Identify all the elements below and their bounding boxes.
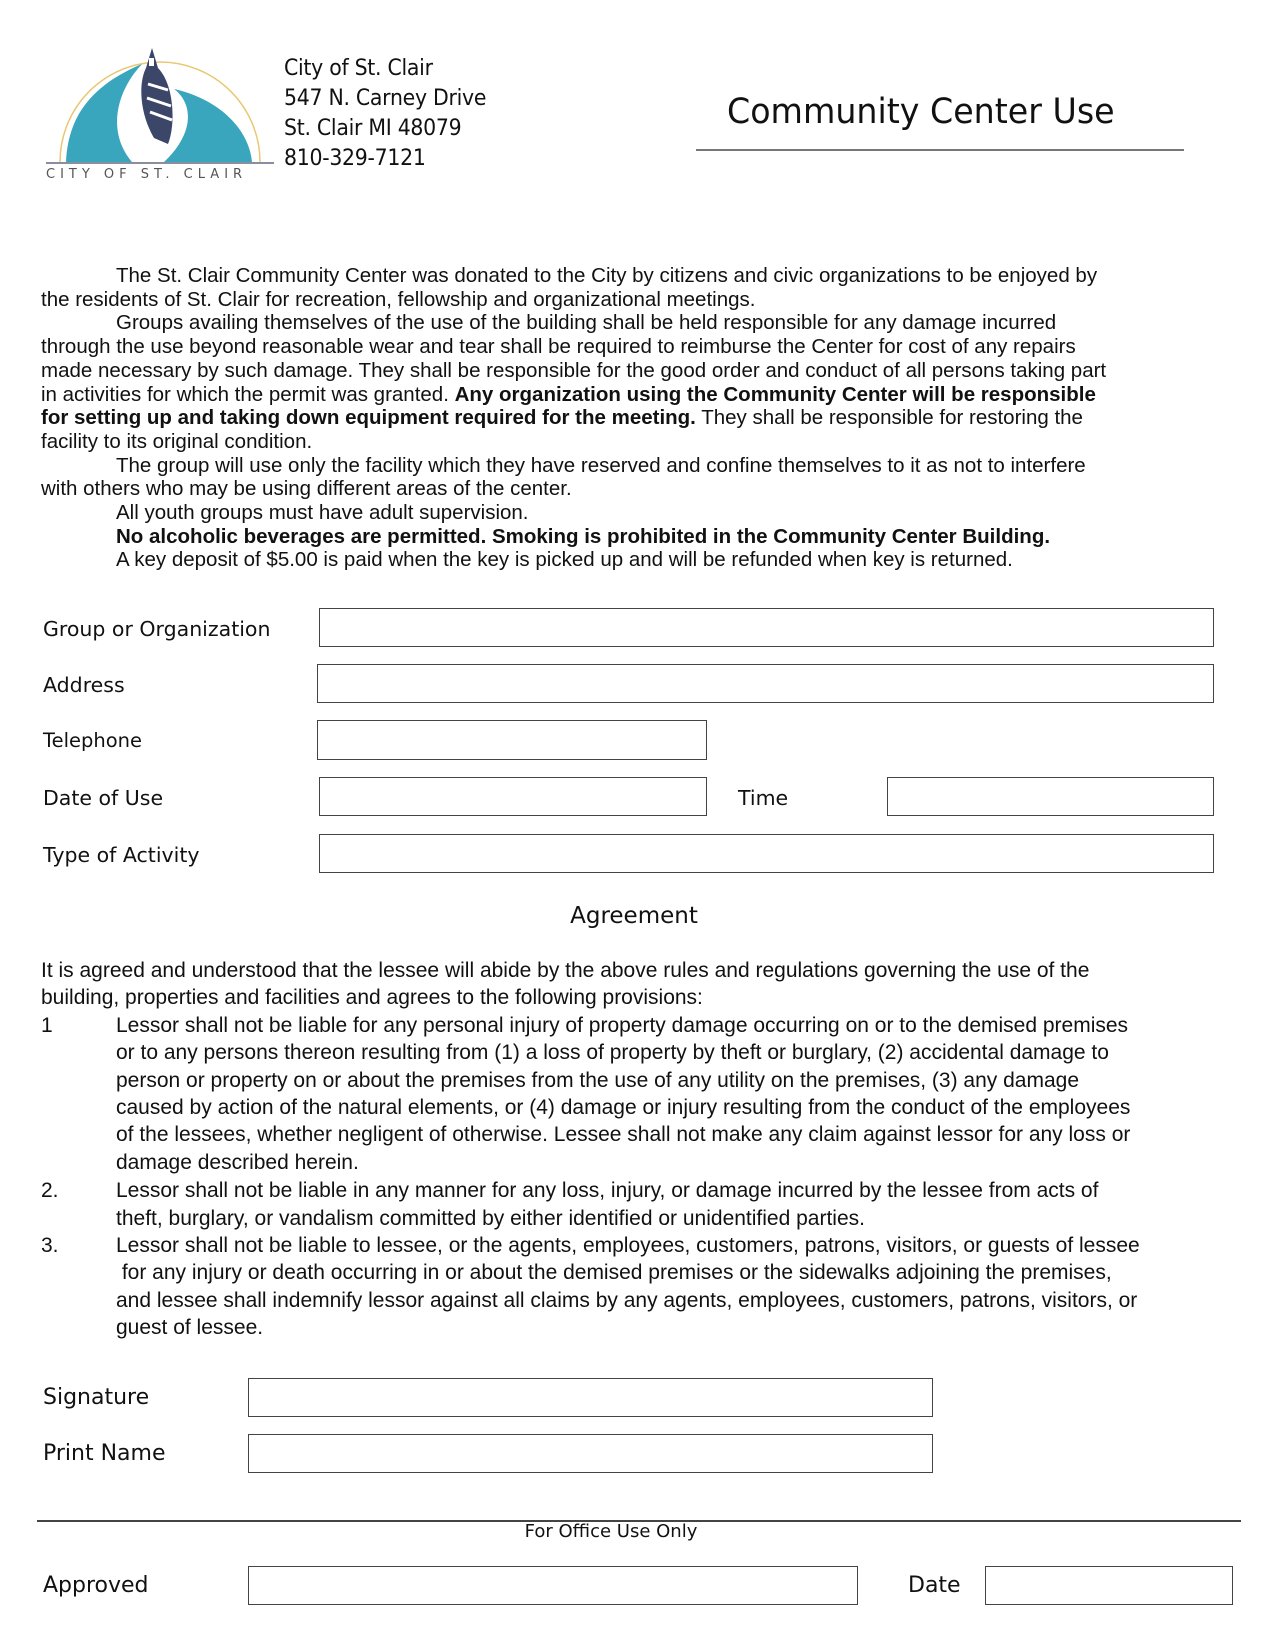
text-segment: The group will use only the facility which they have reserved and confine themselves to it as not to interfere <box>116 453 1086 477</box>
address-line: St. Clair MI 48079 <box>284 116 462 141</box>
approved-label: Approved <box>43 1573 149 1598</box>
title-underline <box>696 149 1184 151</box>
office-date-input[interactable] <box>985 1566 1233 1605</box>
agreement-line: and lessee shall indemnify lessor against all claims by any agents, employees, customers, patrons, visitors, or <box>116 1288 1138 1312</box>
city-logo <box>44 44 276 184</box>
approved-input[interactable] <box>248 1566 858 1605</box>
group-label: Group or Organization <box>43 617 271 641</box>
signature-label: Signature <box>43 1385 150 1410</box>
bold-text: No alcoholic beverages are permitted. Smoking is prohibited in the Community Center Building. <box>116 524 1051 548</box>
intro-line <box>41 430 312 454</box>
text-segment: Groups availing themselves of the use of the building shall be held responsible for any damage incurred <box>116 311 1057 335</box>
agreement-line: for any injury or death occurring in or about the demised premises or the sidewalks adjoining the premises, <box>116 1261 1112 1285</box>
intro-line <box>116 454 1086 478</box>
agreement-line: Lessor shall not be liable for any personal injury of property damage occurring on or to the demised premises <box>116 1013 1129 1037</box>
bold-text: Any organization using the Community Center will be responsible <box>454 382 1096 406</box>
text-segment: made necessary by such damage. They shall be responsible for the good order and conduct of all persons taking part <box>41 358 1107 382</box>
intro-line <box>41 383 1096 407</box>
text-segment: They shall be responsible for restoring the <box>695 406 1083 430</box>
text-segment: A key deposit of $5.00 is paid when the key is picked up and will be refunded when key is returned. <box>116 548 1013 572</box>
phone-line: 810-329-7121 <box>284 146 426 171</box>
date-of-use-input[interactable] <box>319 777 707 816</box>
agreement-line: theft, burglary, or vandalism committed by either identified or unidentified parties. <box>116 1206 865 1230</box>
intro-line <box>41 335 1076 359</box>
address-line: City of St. Clair <box>284 56 433 81</box>
agreement-line: Lessor shall not be liable to lessee, or the agents, employees, customers, patrons, visitors, or guests of lessee <box>116 1234 1140 1257</box>
address-label: Address <box>43 673 125 697</box>
agreement-heading: Agreement <box>570 903 698 929</box>
text-segment: with others who may be using different areas of the center. <box>41 477 572 501</box>
intro-line <box>116 525 1050 549</box>
group-input[interactable] <box>319 608 1214 647</box>
agreement-line: of the lessees, whether negligent of otherwise. Lessee shall not make any claim against lessor for any loss or <box>116 1123 1131 1147</box>
intro-line <box>116 501 529 525</box>
activity-input[interactable] <box>319 834 1214 873</box>
address-input[interactable] <box>317 664 1214 703</box>
agreement-line: damage described herein. <box>116 1150 359 1174</box>
text-segment: through the use beyond reasonable wear and tear shall be required to reimburse the Center for cost of any repairs <box>41 335 1076 359</box>
city-address-block <box>284 54 501 174</box>
agreement-line: person or property on or about the premises from the use of any utility on the premises, (3) any damage <box>116 1068 1079 1092</box>
agreement-line: or to any persons thereon resulting from (1) a loss of property by theft or burglary, (2) accidental damage to <box>116 1041 1109 1065</box>
intro-line <box>116 264 1097 288</box>
provision-number: 2. <box>41 1179 59 1203</box>
intro-line <box>116 311 1056 335</box>
agreement-line: It is agreed and understood that the lessee will abide by the above rules and regulations governing the use of the <box>41 959 1090 982</box>
agreement-line: caused by action of the natural elements, or (4) damage or injury resulting from the conduct of the employees <box>116 1096 1131 1119</box>
agreement-line: guest of lessee. <box>116 1316 264 1340</box>
agreement-line: Lessor shall not be liable in any manner for any loss, injury, or damage incurred by the lessee from acts of <box>116 1179 1099 1203</box>
office-use-heading: For Office Use Only <box>524 1521 698 1542</box>
intro-line <box>41 288 755 312</box>
address-line: 547 N. Carney Drive <box>284 86 487 111</box>
time-label: Time <box>738 786 789 810</box>
print-name-input[interactable] <box>248 1434 933 1473</box>
text-segment: All youth groups must have adult supervision. <box>116 501 529 524</box>
provision-number: 3. <box>41 1234 59 1257</box>
telephone-input[interactable] <box>317 720 707 760</box>
bold-text: for setting up and taking down equipment required for the meeting. <box>41 406 696 430</box>
text-segment: The St. Clair Community Center was donated to the City by citizens and civic organizations to be enjoyed by <box>116 264 1098 287</box>
intro-line <box>41 359 1106 383</box>
page-title: Community Center Use <box>727 92 1115 132</box>
intro-line <box>41 477 572 501</box>
office-date-label: Date <box>908 1573 961 1598</box>
text-segment: in activities for which the permit was granted. <box>41 382 455 406</box>
logo-text: CITY OF ST. CLAIR <box>46 167 248 182</box>
text-segment: the residents of St. Clair for recreation, fellowship and organizational meetings. <box>41 287 756 311</box>
telephone-label: Telephone <box>43 729 143 752</box>
intro-line <box>116 548 1013 572</box>
activity-label: Type of Activity <box>43 843 200 867</box>
provision-number: 1 <box>41 1013 53 1037</box>
date-of-use-label: Date of Use <box>43 786 164 810</box>
intro-line <box>41 406 1083 430</box>
text-segment: facility to its original condition. <box>41 429 313 453</box>
print-name-label: Print Name <box>43 1441 166 1466</box>
time-input[interactable] <box>887 777 1214 816</box>
signature-input[interactable] <box>248 1378 933 1417</box>
agreement-line: building, properties and facilities and agrees to the following provisions: <box>41 986 703 1010</box>
